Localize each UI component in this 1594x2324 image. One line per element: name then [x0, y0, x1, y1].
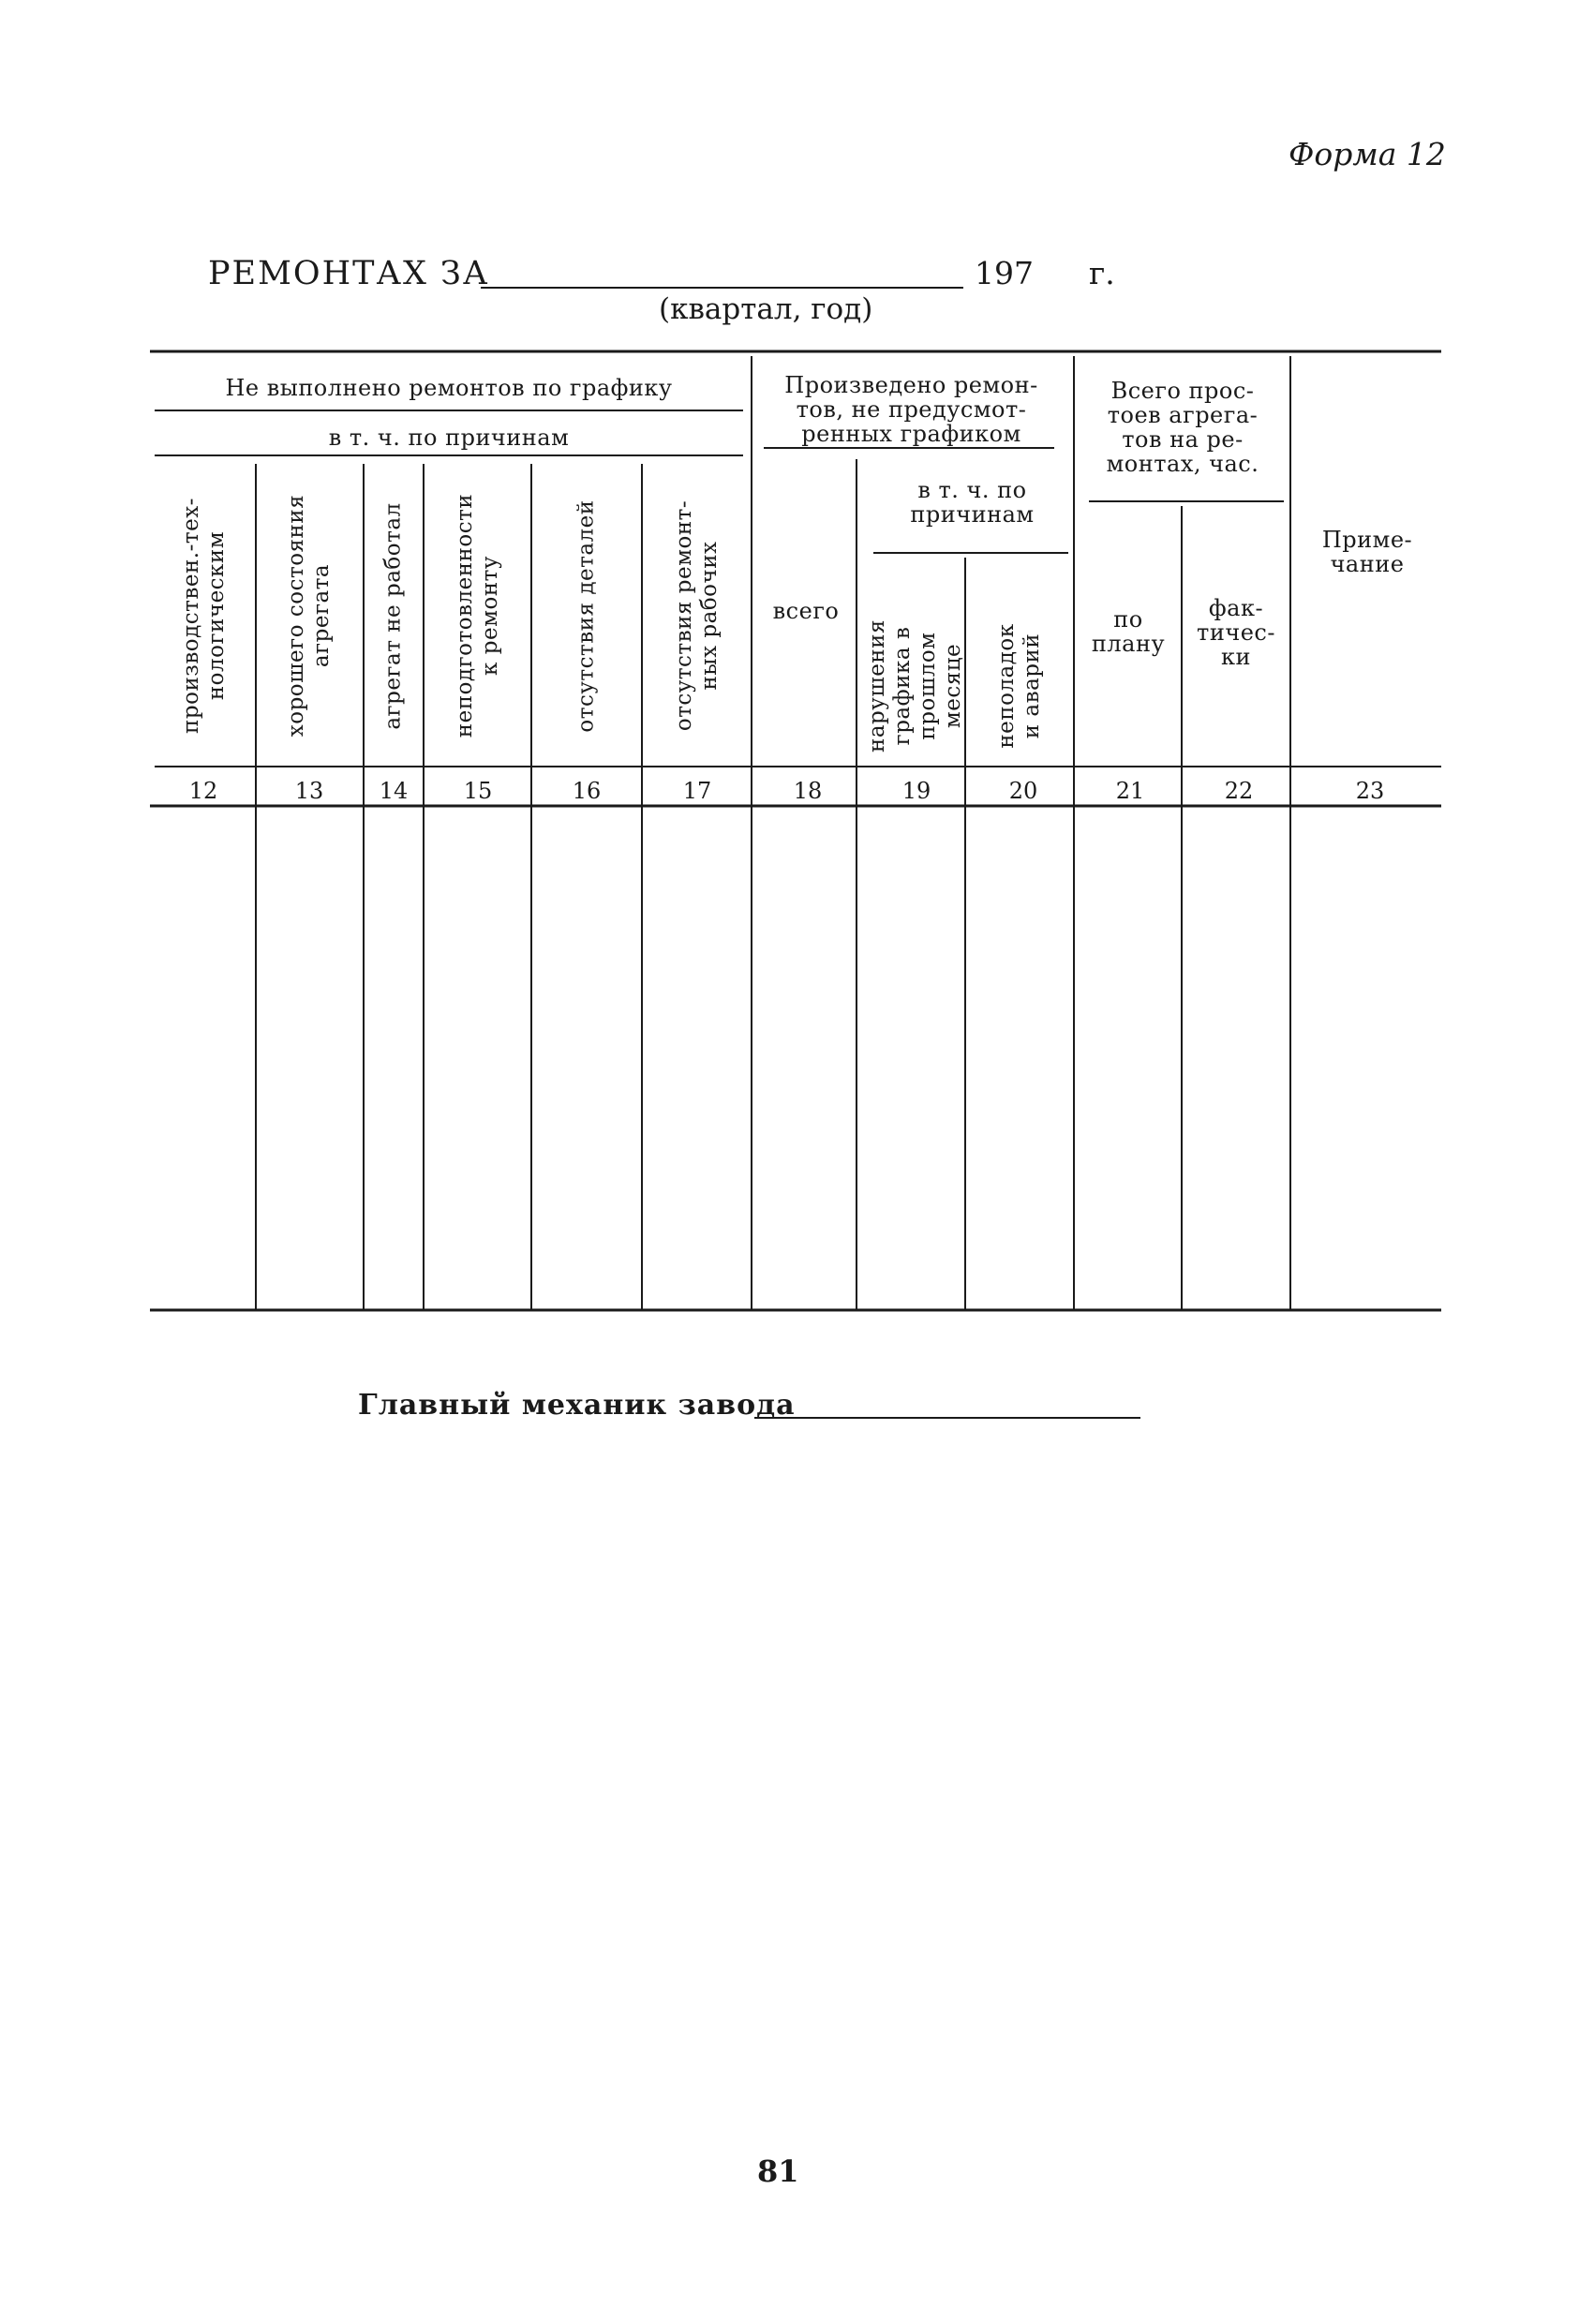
column-number: 15 — [463, 778, 493, 804]
col15-header — [453, 475, 503, 756]
header-downtime-line3: тов на ре- — [1122, 426, 1244, 453]
col17-line2: ных рабочих — [697, 541, 722, 691]
col20-line1: неполадок — [994, 623, 1019, 749]
header-reasons-2-line1: в т. ч. по — [917, 477, 1027, 503]
col22-line1: фак- — [1208, 595, 1264, 621]
header-unplanned-line2: тов, не предусмот- — [796, 396, 1027, 423]
column-number: 23 — [1355, 778, 1385, 804]
column-number: 12 — [188, 778, 218, 804]
col21-line2: плану — [1091, 631, 1166, 657]
col14-line1: агрегат не работал — [380, 502, 406, 730]
header-not-done: Не выполнено ремонтов по графику — [225, 375, 673, 401]
col20-header — [994, 583, 1045, 789]
column-number: 16 — [572, 778, 602, 804]
header-reasons-2-line2: причинам — [910, 501, 1035, 528]
col19-line4: месяце — [941, 643, 965, 729]
period-caption: (квартал, год) — [659, 292, 873, 326]
col12-line2: нологическим — [204, 530, 229, 701]
col14-header — [381, 476, 407, 757]
col20-line2: и аварий — [1020, 633, 1044, 739]
header-unplanned-line3: ренных графиком — [801, 421, 1021, 447]
col12-line1: производствен.-тех- — [179, 498, 203, 734]
signature-label: Главный механик завода — [358, 1389, 796, 1422]
report-year: 197 — [975, 255, 1034, 291]
header-reasons: в т. ч. по причинам — [328, 425, 570, 451]
col19-header — [865, 583, 966, 789]
header-unplanned — [759, 373, 1064, 446]
col21-header — [1078, 607, 1179, 656]
column-number: 22 — [1224, 778, 1254, 804]
col13-header — [284, 475, 335, 756]
col17-line1: отсутствия ремонт- — [672, 499, 696, 732]
col16-header — [574, 476, 600, 757]
col15-line1: неподготовленности — [453, 493, 477, 738]
report-year-suffix: г. — [1089, 255, 1115, 291]
col13-line1: хорошего состояния — [284, 494, 308, 737]
col12-header — [179, 475, 230, 756]
column-number: 17 — [682, 778, 712, 804]
col22-line3: ки — [1221, 644, 1251, 670]
header-downtime-line1: Всего прос- — [1110, 378, 1255, 404]
col18-header: всего — [772, 598, 840, 624]
col21-line1: по — [1113, 606, 1143, 633]
col13-line2: агрегата — [309, 563, 334, 668]
header-note-line2: чание — [1330, 551, 1405, 577]
header-reasons-2 — [876, 478, 1068, 527]
form-label: Форма 12 — [1289, 136, 1446, 172]
col19-line3: прошлом — [916, 632, 940, 740]
column-number: 21 — [1115, 778, 1145, 804]
header-downtime-line4: монтах, час. — [1106, 451, 1259, 477]
col15-line2: к ремонту — [478, 556, 502, 676]
page-number: 81 — [757, 2153, 799, 2189]
report-title: РЕМОНТАХ ЗА — [208, 255, 490, 292]
header-unplanned-line1: Произведено ремон- — [784, 372, 1038, 398]
header-downtime-line2: тоев агрега- — [1107, 402, 1259, 428]
col16-line1: отсутствия деталей — [574, 499, 599, 733]
header-note-line1: Приме- — [1321, 527, 1413, 553]
header-note — [1293, 528, 1441, 576]
column-number: 13 — [294, 778, 324, 804]
signature-blank-line[interactable] — [754, 1417, 1140, 1419]
col19-line2: графика в — [890, 626, 915, 746]
col17-header — [672, 475, 723, 756]
column-number: 20 — [1008, 778, 1038, 804]
col19-line1: нарушения — [865, 619, 889, 752]
column-number: 14 — [379, 778, 409, 804]
col22-line2: тичес- — [1197, 619, 1275, 646]
column-number: 18 — [793, 778, 823, 804]
col22-header — [1184, 596, 1288, 669]
header-downtime — [1078, 379, 1288, 476]
column-number: 19 — [901, 778, 931, 804]
